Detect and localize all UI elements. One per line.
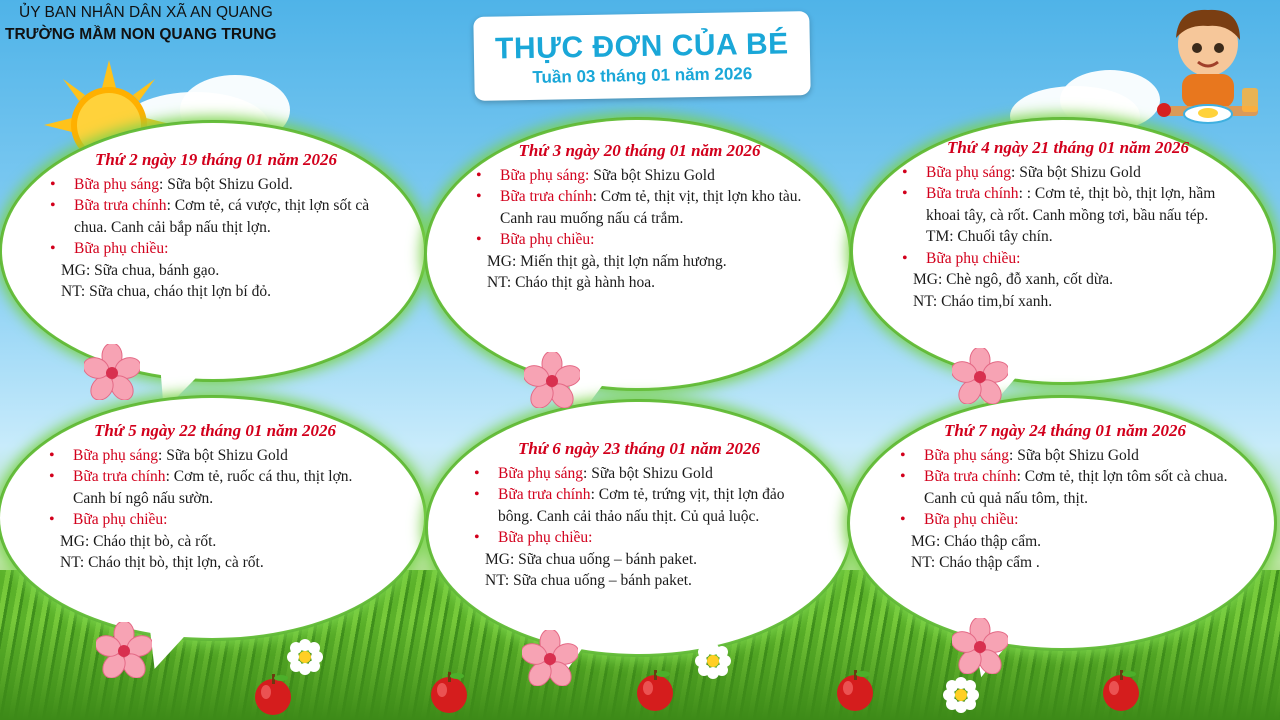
lunch-text: : Cơm tẻ, thịt lợn tôm sốt cà chua. Canh củ quả nấu tôm, thịt. — [924, 468, 1228, 507]
flower-icon — [952, 618, 1008, 674]
lunch-text: : Cơm tẻ, trứng vịt, thịt lợn đảo bông. Canh cải thảo nấu thịt. Củ quả luộc. — [498, 486, 785, 525]
lunch-label: Bữa trưa chính — [500, 188, 593, 205]
apple-icon — [250, 670, 296, 716]
day-title: Thứ 2 ngày 19 tháng 01 năm 2026 — [94, 150, 338, 169]
mg-text: MG: Miến thịt gà, thịt lợn nấm hương. — [487, 252, 727, 270]
mg-text: MG: Cháo thịt bò, cà rốt. — [60, 532, 217, 550]
apple-icon — [1098, 666, 1144, 712]
daisy-icon — [286, 638, 324, 676]
daisy-icon — [694, 642, 732, 680]
afternoon-label: Bữa phụ chiều: — [74, 240, 169, 257]
flower-icon — [84, 344, 140, 400]
breakfast-label: Bữa phụ sáng — [74, 175, 160, 193]
week-subtitle: Tuần 03 tháng 01 năm 2026 — [532, 64, 753, 87]
breakfast-item — [924, 445, 1234, 467]
mg-text: MG: Sữa chua uống – bánh paket. — [485, 550, 698, 568]
breakfast-label: Bữa phụ sáng — [498, 464, 584, 482]
lunch-item — [924, 466, 1234, 509]
lunch-label: Bữa trưa chính — [74, 197, 167, 214]
org-line-2: TRƯỜNG MẦM NON QUANG TRUNG — [5, 26, 277, 43]
afternoon-label: Bữa phụ chiều: — [73, 511, 168, 528]
breakfast-label: Bữa phụ sáng — [926, 163, 1012, 181]
menu-card-sat — [896, 420, 1234, 574]
afternoon-item — [74, 238, 386, 260]
afternoon-label: Bữa phụ chiều: — [498, 529, 593, 546]
day-title: Thứ 7 ngày 24 tháng 01 năm 2026 — [943, 421, 1187, 440]
lunch-item — [926, 183, 1238, 248]
breakfast-label: Bữa phụ sáng: — [500, 166, 590, 184]
day-title: Thứ 6 ngày 23 tháng 01 năm 2026 — [517, 439, 761, 458]
lunch-text: : Cơm tẻ, cá vược, thịt lợn sốt cà chua. Canh cải bắp nấu thịt lợn. — [74, 197, 370, 236]
lunch-text: : Cơm tẻ, ruốc cá thu, thịt lợn. Canh bí ngô nấu sườn. — [73, 468, 353, 507]
lunch-item — [74, 195, 386, 238]
nt-text: NT: Cháo thịt gà hành hoa. — [487, 274, 655, 291]
lunch-label: Bữa trưa chính — [498, 486, 591, 503]
mg-text: MG: Cháo thập cẩm. — [911, 532, 1042, 550]
kid-breakfast-icon — [1148, 2, 1268, 130]
menu-card-mon — [46, 149, 386, 303]
lunch-label: Bữa trưa chính — [73, 468, 166, 485]
flower-icon — [524, 352, 580, 408]
menu-card-tue — [472, 140, 807, 294]
breakfast-label: Bữa phụ sáng — [73, 446, 159, 464]
day-title: Thứ 5 ngày 22 tháng 01 năm 2026 — [93, 421, 337, 440]
lunch-label: Bữa trưa chính — [926, 185, 1019, 202]
mg-text: MG: Sữa chua, bánh gạo. — [61, 261, 220, 279]
page-title: THỰC ĐƠN CỦA BÉ — [494, 27, 789, 66]
afternoon-item — [926, 248, 1238, 270]
breakfast-item — [73, 445, 385, 467]
nt-text: NT: Cháo thập cẩm . — [911, 554, 1040, 571]
mg-text: MG: Chè ngô, đỗ xanh, cốt dừa. — [913, 271, 1113, 288]
apple-icon — [426, 668, 472, 714]
breakfast-item — [498, 463, 808, 485]
afternoon-label: Bữa phụ chiều: — [500, 231, 595, 248]
breakfast-item — [74, 174, 386, 196]
afternoon-item — [924, 509, 1234, 531]
lunch-text: : : Cơm tẻ, thịt bò, thịt lợn, hầm khoai tây, cà rốt. Canh mồng tơi, bầu nấu tép. TM: Chuối tây chín. — [926, 185, 1216, 245]
breakfast-text: : Sữa bột Shizu Gold — [583, 464, 713, 482]
title-banner — [473, 11, 810, 101]
afternoon-label: Bữa phụ chiều: — [926, 249, 1021, 267]
lunch-item — [500, 186, 807, 229]
afternoon-item — [73, 509, 385, 531]
flower-icon — [952, 348, 1008, 404]
nt-text: NT: Cháo thịt bò, thịt lợn, cà rốt. — [60, 554, 264, 571]
menu-card-fri — [470, 438, 808, 592]
lunch-item — [498, 484, 808, 527]
day-title: Thứ 3 ngày 20 tháng 01 năm 2026 — [518, 141, 761, 160]
day-title: Thứ 4 ngày 21 tháng 01 năm 2026 — [946, 138, 1190, 157]
afternoon-item — [500, 229, 807, 251]
apple-icon — [832, 666, 878, 712]
daisy-icon — [942, 676, 980, 714]
afternoon-item — [498, 527, 808, 549]
lunch-label: Bữa trưa chính — [924, 468, 1017, 485]
breakfast-text: : Sữa bột Shizu Gold — [158, 446, 288, 464]
flower-icon — [96, 622, 152, 678]
breakfast-label: Bữa phụ sáng — [924, 446, 1010, 464]
nt-text: NT: Sữa chua, cháo thịt lợn bí đỏ. — [61, 283, 271, 300]
menu-card-thu — [45, 420, 385, 574]
org-line-1: ỦY BAN NHÂN DÂN XÃ AN QUANG — [19, 4, 273, 21]
afternoon-label: Bữa phụ chiều: — [924, 511, 1019, 528]
breakfast-text: : Sữa bột Shizu Gold — [1009, 446, 1139, 464]
breakfast-text: : Sữa bột Shizu Gold. — [159, 175, 293, 193]
lunch-item — [73, 466, 385, 509]
nt-text: NT: Sữa chua uống – bánh paket. — [485, 572, 692, 589]
apple-icon — [632, 666, 678, 712]
school-header — [5, 2, 276, 46]
breakfast-text: Sữa bột Shizu Gold — [589, 166, 715, 184]
breakfast-item — [500, 165, 807, 187]
nt-text: NT: Cháo tim,bí xanh. — [913, 292, 1053, 310]
breakfast-item — [926, 162, 1238, 184]
lunch-text: : Cơm tẻ, thịt vịt, thịt lợn kho tàu. Canh rau muống nấu cá trắm. — [500, 188, 802, 227]
breakfast-text: : Sữa bột Shizu Gold — [1011, 163, 1141, 181]
menu-card-wed — [898, 137, 1238, 312]
flower-icon — [522, 630, 578, 686]
